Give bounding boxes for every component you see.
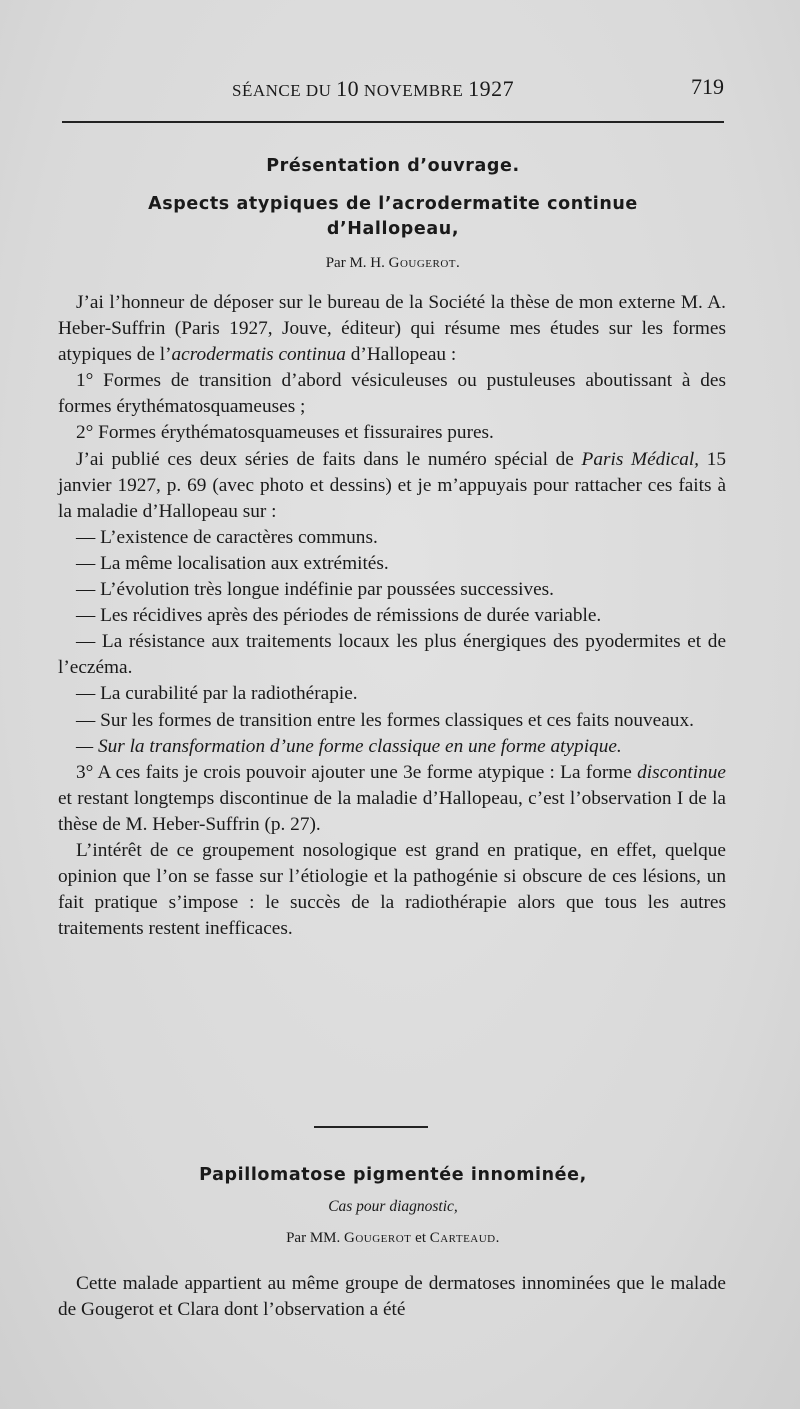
section-divider [314,1126,428,1128]
paragraph-form-3-emphasis: discontinue [637,761,726,783]
paragraph-intro-emphasis: acrodermatis continua [171,344,346,366]
list-item-resistance: — La résistance aux traitements locaux les plus énergiques des pyodermites et de l’eczéma. [58,631,726,679]
list-item-common-characters: — L’existence de caractères communs. [76,526,378,548]
article-byline [62,255,724,272]
session-month: NOVEMBRE [363,81,464,100]
session-year: 1927 [468,76,515,101]
article-title-line-2: d’Hallopeau, [326,219,460,239]
byline-author: Gougerot. [388,255,461,271]
paragraph-publication-text-a: J’ai publié ces deux séries de faits dans le numéro spécial de [76,448,582,470]
paragraph-form-3-text-b: et restant longtemps discontinue de la maladie d’Hallopeau, c’est l’observation I de la thèse de M. Heber-Suffrin (p. 27). [58,787,726,835]
paragraph-form-2: 2° Formes érythématosquameuses et fissuraires pures. [76,422,494,444]
header-rule [62,121,724,123]
running-head [62,72,724,106]
session-prefix: SÉANCE DU [232,81,332,100]
paragraph-intro [58,290,726,368]
list-item-transition: — Sur les formes de transition entre les formes classiques et ces faits nouveaux. [76,709,694,731]
paragraph-conclusion: L’intérêt de ce groupement nosologique est grand en pratique, en effet, quelque opinion que l’on se fasse sur l’étiologie et la pathogénie si obscure de ces lésions, un fait pratique s’impose : le succès de la radiothérapie alors que tous les autres traitements restent inefficaces. [58,839,726,940]
page-number: 719 [691,74,724,99]
second-article-title: Papillomatose pigmentée innominée, [199,1165,587,1185]
article-title-line-1: Aspects atypiques de l’acrodermatite continue [148,194,638,214]
running-title [232,76,514,102]
paragraph-form-1: 1° Formes de transition d’abord vésiculeuses ou pustuleuses aboutissant à des formes érythématosquameuses ; [58,370,726,418]
second-byline-author-1: Gougerot [344,1230,412,1246]
list-item-recidives: — Les récidives après des périodes de rémissions de durée variable. [76,605,602,627]
list-item-transformation: — Sur la transformation d’une forme classique en une forme atypique. [76,735,622,757]
list-item-localisation: — La même localisation aux extrémités. [76,552,389,574]
second-article-subtitle: Cas pour diagnostic, [328,1198,458,1215]
paragraph-publication-emphasis: Paris Médical, [581,448,700,470]
paragraph-publication-text-b: 15 janvier 1927, p. 69 (avec photo et dessins) et je m’appuyais pour rattacher ces faits à la maladie d’Hallopeau sur : [58,448,726,522]
paragraph-form-3 [58,760,726,838]
section-kicker: Présentation d’ouvrage. [266,156,520,176]
list-item-evolution: — L’évolution très longue indéfinie par poussées successives. [76,579,555,601]
article-body [58,290,726,942]
second-byline-prefix: Par MM. [286,1230,341,1246]
list-item-curability: — La curabilité par la radiothérapie. [76,683,358,705]
paragraph-publication [58,447,726,525]
second-article-byline [62,1230,724,1247]
paragraph-intro-text-b: d’Hallopeau : [345,344,457,366]
second-article-body [58,1271,726,1323]
second-article-paragraph: Cette malade appartient au même groupe de dermatoses innominées que le malade de Gougerot et Clara dont l’observation a été [58,1273,726,1321]
second-byline-conjunction: et [415,1230,426,1246]
second-byline-author-2: Carteaud. [429,1230,500,1246]
paragraph-form-3-text-a: 3° A ces faits je crois pouvoir ajouter une 3e forme atypique : La forme [76,761,638,783]
session-day: 10 [336,76,360,101]
paragraph-intro-text-a: J’ai l’honneur de déposer sur le bureau de la Société la thèse de mon externe M. A. Heber-Suffrin (Paris 1927, Jouve, éditeur) qui résume mes études sur les formes atypiques de l’ [58,292,726,366]
byline-prefix: Par M. H. [325,255,385,271]
